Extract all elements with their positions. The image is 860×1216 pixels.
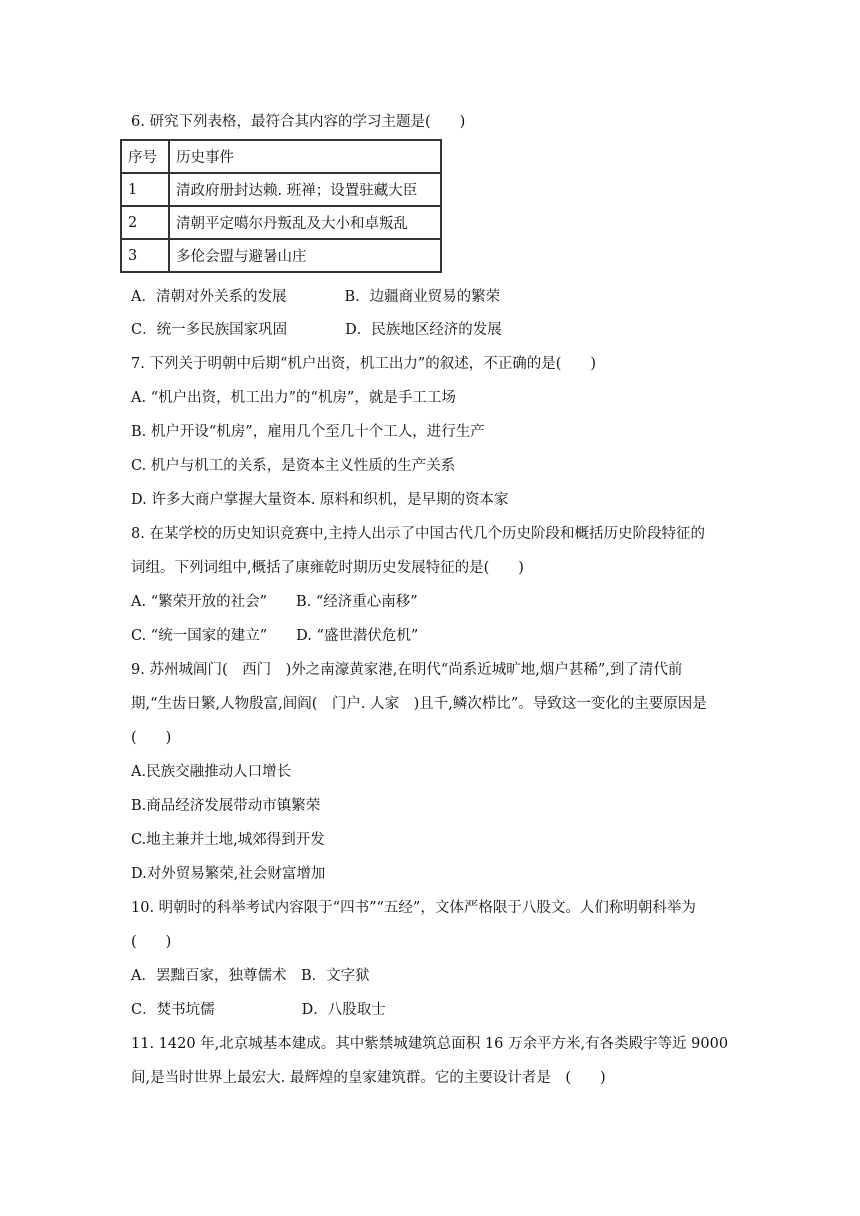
q7-option-c: C. 机户与机工的关系，是资本主义性质的生产关系	[131, 458, 456, 474]
events-table	[120, 139, 442, 273]
table-cell: 清政府册封达赖. 班禅；设置驻藏大臣	[169, 173, 441, 206]
table-cell: 2	[121, 206, 169, 239]
q7-option-b: B. 机户开设“机房”，雇用几个至几十个工人，进行生产	[131, 424, 485, 440]
q9-option-b: B.商品经济发展带动市镇繁荣	[131, 798, 321, 814]
q7-option-a: A. “机户出资，机工出力”的“机房”，就是手工工场	[131, 390, 456, 406]
table-header-row	[121, 140, 441, 173]
q7-stem: 7. 下列关于明朝中后期“机户出资，机工出力”的叙述，不正确的是( )	[131, 356, 597, 372]
q9-option-c: C.地主兼并土地,城郊得到开发	[131, 832, 325, 848]
table-row	[121, 239, 441, 272]
q11-stem-line1: 11. 1420 年,北京城基本建成。其中紫禁城建筑总面积 16 万余平方米,有各类殿宇等近 9000	[131, 1036, 729, 1052]
q6-stem: 6. 研究下列表格，最符合其内容的学习主题是( )	[131, 114, 466, 130]
q6-options-ab: A．清朝对外关系的发展 B．边疆商业贸易的繁荣	[131, 289, 501, 305]
table-header-cell: 序号	[121, 140, 169, 173]
q10-stem-line2: ( )	[131, 934, 172, 950]
q9-option-d: D.对外贸易繁荣,社会财富增加	[131, 866, 326, 882]
q8-options-ab: A. “繁荣开放的社会” B. “经济重心南移”	[131, 594, 418, 610]
q11-stem-line2: 间,是当时世界上最宏大. 最辉煌的皇家建筑群。它的主要设计者是 ( )	[131, 1070, 606, 1086]
q6-options-cd: C．统一多民族国家巩固 D．民族地区经济的发展	[131, 322, 502, 338]
table-header-cell: 历史事件	[169, 140, 441, 173]
table-row	[121, 206, 441, 239]
q9-stem-line2: 期,“生齿日繁,人物殷富,闾阎( 门户. 人家 )且千,鳞次栉比”。导致这一变化的主要原因是	[131, 696, 707, 712]
q8-stem-line1: 8. 在某学校的历史知识竞赛中,主持人出示了中国古代几个历史阶段和概括历史阶段特征的	[131, 526, 706, 542]
q10-options-ab: A．罢黜百家，独尊儒术 B．文字狱	[131, 968, 370, 984]
q10-stem-line1: 10. 明朝时的科举考试内容限于“四书”“五经”，文体严格限于八股文。人们称明朝科举为	[131, 900, 696, 916]
table-cell: 清朝平定噶尔丹叛乱及大小和卓叛乱	[169, 206, 441, 239]
q7-option-d: D. 许多大商户掌握大量资本. 原料和织机，是早期的资本家	[131, 492, 509, 508]
table-cell: 多伦会盟与避暑山庄	[169, 239, 441, 272]
q9-option-a: A.民族交融推动人口增长	[131, 764, 292, 780]
q9-stem-line3: ( )	[131, 730, 172, 746]
table-cell: 3	[121, 239, 169, 272]
table-row	[121, 173, 441, 206]
q10-options-cd: C．焚书坑儒 D．八股取士	[131, 1002, 386, 1018]
q8-options-cd: C. “统一国家的建立” D. “盛世潜伏危机”	[131, 628, 419, 644]
q8-stem-line2: 词组。下列词组中,概括了康雍乾时期历史发展特征的是( )	[131, 560, 524, 576]
q9-stem-line1: 9. 苏州城阊门( 西门 )外之南濠黄家港,在明代“尚系近城旷地,烟户甚稀”,到了清代前	[131, 662, 683, 678]
table-cell: 1	[121, 173, 169, 206]
